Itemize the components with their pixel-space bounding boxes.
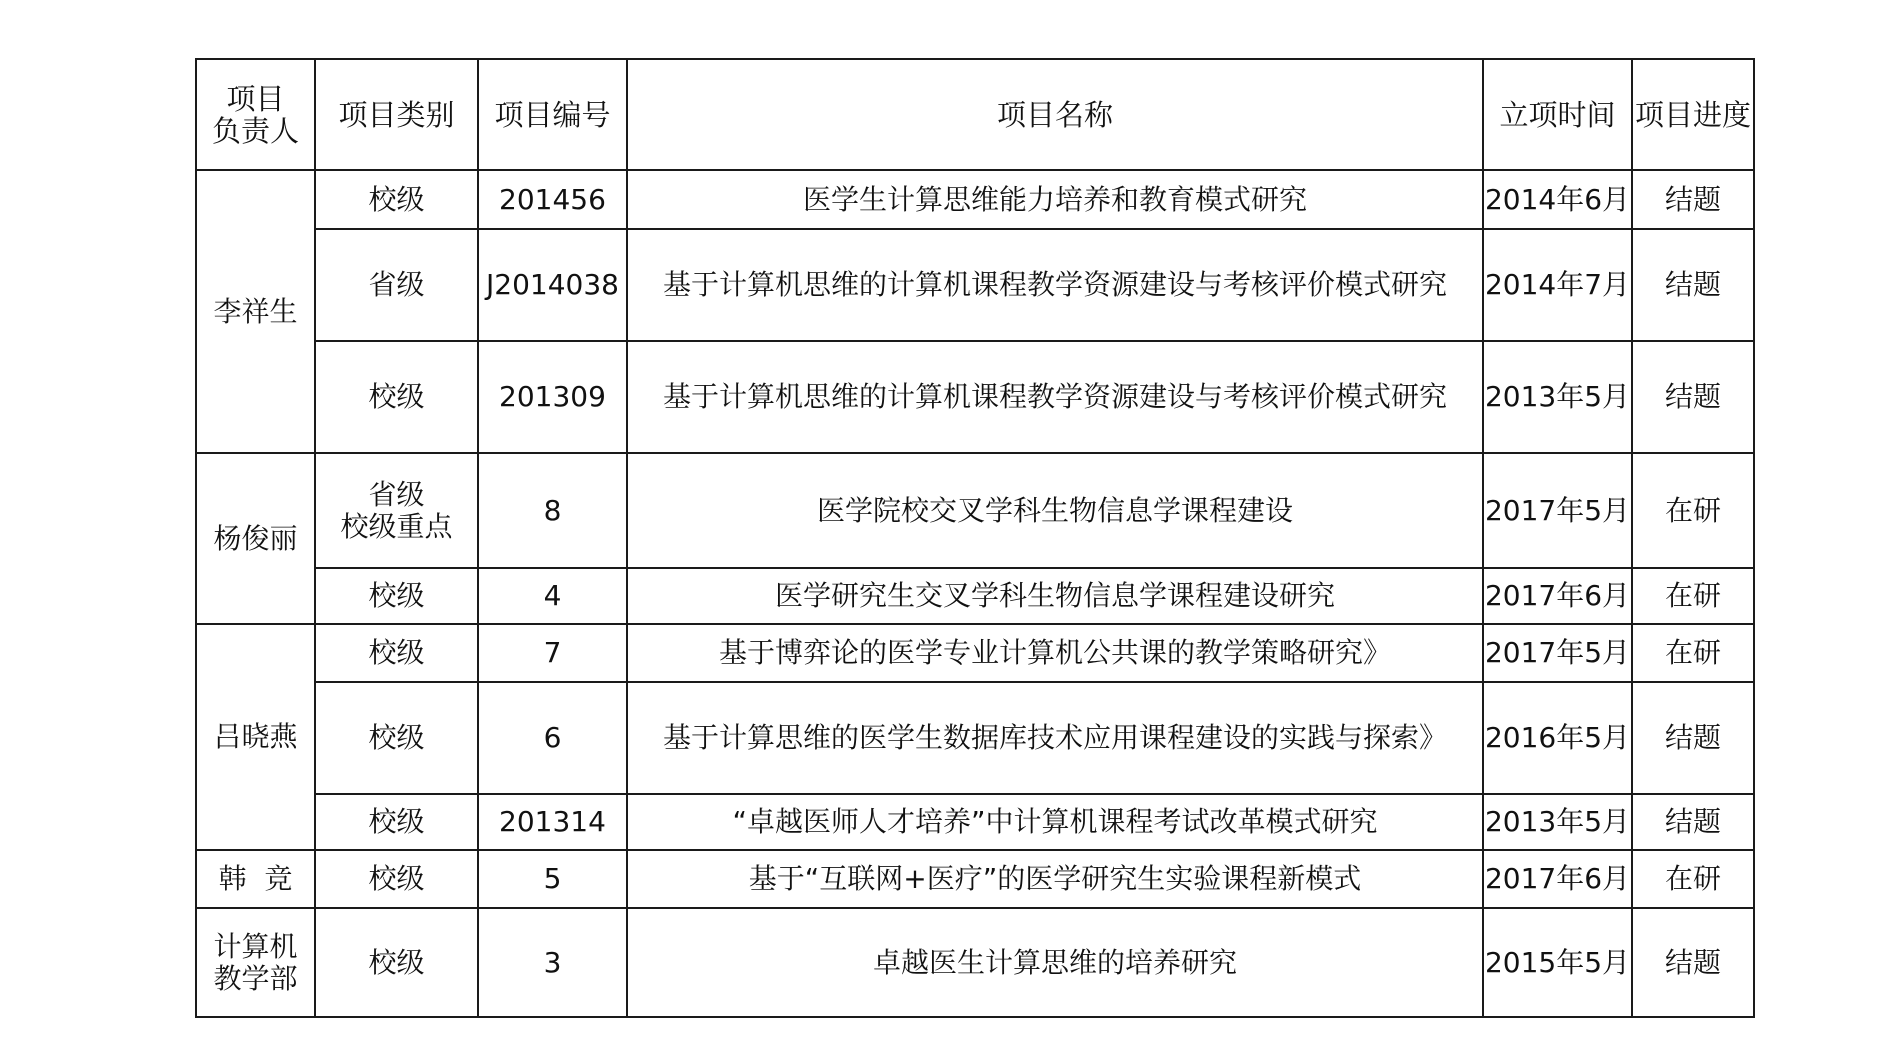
category-cell: 校级 [315,908,478,1017]
name-cell: 基于计算机思维的计算机课程教学资源建设与考核评价模式研究 [627,229,1483,341]
progress-cell: 在研 [1632,850,1754,908]
progress-cell: 结题 [1632,341,1754,453]
progress-cell: 在研 [1632,624,1754,682]
header-name: 项目名称 [627,59,1483,170]
name-cell: 卓越医生计算思维的培养研究 [627,908,1483,1017]
progress-cell: 结题 [1632,170,1754,229]
progress-cell: 结题 [1632,682,1754,794]
name-cell: 医学生计算思维能力培养和教育模式研究 [627,170,1483,229]
table-row [196,453,1754,568]
date-cell: 2017年5月 [1483,624,1632,682]
progress-cell: 结题 [1632,229,1754,341]
name-cell: 基于计算思维的医学生数据库技术应用课程建设的实践与探索》 [627,682,1483,794]
date-cell: 2014年7月 [1483,229,1632,341]
date-cell: 2017年6月 [1483,850,1632,908]
header-progress: 项目进度 [1632,59,1754,170]
code-cell: 201309 [478,341,627,453]
name-cell: 医学院校交叉学科生物信息学课程建设 [627,453,1483,568]
category-cell: 校级 [315,850,478,908]
code-cell: 3 [478,908,627,1017]
code-cell: 5 [478,850,627,908]
date-cell: 2015年5月 [1483,908,1632,1017]
code-cell: 8 [478,453,627,568]
progress-cell: 在研 [1632,453,1754,568]
table-row [196,229,1754,341]
code-cell: 201314 [478,794,627,850]
category-cell: 省级 校级重点 [315,453,478,568]
header-category: 项目类别 [315,59,478,170]
category-cell: 省级 [315,229,478,341]
progress-cell: 结题 [1632,908,1754,1017]
date-cell: 2013年5月 [1483,794,1632,850]
category-cell: 校级 [315,170,478,229]
date-cell: 2017年5月 [1483,453,1632,568]
category-cell: 校级 [315,568,478,624]
category-cell: 校级 [315,794,478,850]
date-cell: 2014年6月 [1483,170,1632,229]
code-cell: 201456 [478,170,627,229]
category-cell: 校级 [315,624,478,682]
table-row [196,624,1754,682]
header-code: 项目编号 [478,59,627,170]
code-cell: 7 [478,624,627,682]
table-row [196,682,1754,794]
project-table [195,58,1755,1018]
table-row [196,568,1754,624]
leader-cell: 韩 竞 [196,850,315,908]
category-cell: 校级 [315,682,478,794]
progress-cell: 结题 [1632,794,1754,850]
progress-cell: 在研 [1632,568,1754,624]
leader-cell: 杨俊丽 [196,453,315,624]
date-cell: 2016年5月 [1483,682,1632,794]
leader-cell: 计算机 教学部 [196,908,315,1017]
table-row [196,908,1754,1017]
date-cell: 2013年5月 [1483,341,1632,453]
table-row [196,170,1754,229]
header-leader: 项目 负责人 [196,59,315,170]
table-row [196,341,1754,453]
code-cell: 6 [478,682,627,794]
leader-cell: 李祥生 [196,170,315,453]
name-cell: 医学研究生交叉学科生物信息学课程建设研究 [627,568,1483,624]
code-cell: 4 [478,568,627,624]
name-cell: “卓越医师人才培养”中计算机课程考试改革模式研究 [627,794,1483,850]
table-row [196,794,1754,850]
name-cell: 基于计算机思维的计算机课程教学资源建设与考核评价模式研究 [627,341,1483,453]
date-cell: 2017年6月 [1483,568,1632,624]
code-cell: J2014038 [478,229,627,341]
header-row [196,59,1754,170]
name-cell: 基于博弈论的医学专业计算机公共课的教学策略研究》 [627,624,1483,682]
category-cell: 校级 [315,341,478,453]
header-date: 立项时间 [1483,59,1632,170]
name-cell: 基于“互联网+医疗”的医学研究生实验课程新模式 [627,850,1483,908]
table-row [196,850,1754,908]
leader-cell: 吕晓燕 [196,624,315,850]
